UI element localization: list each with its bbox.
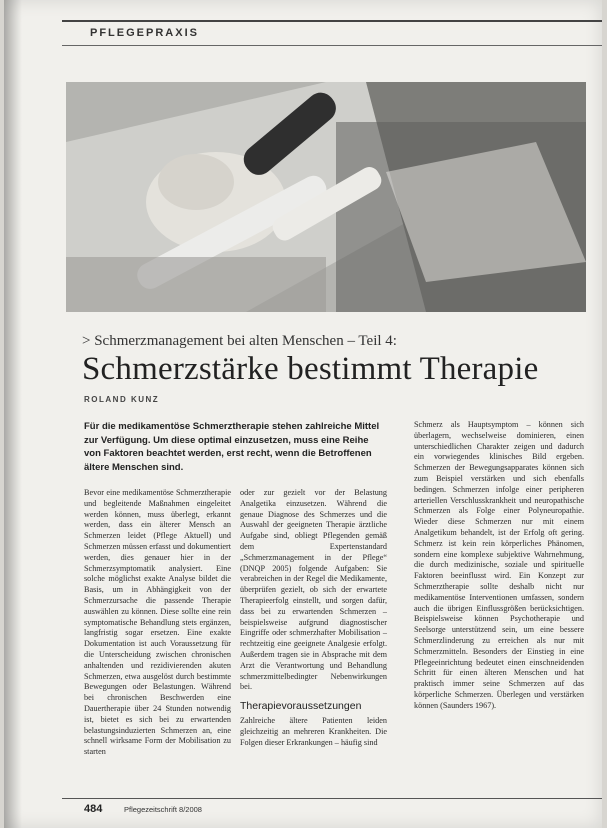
page-fold-shadow (4, 0, 22, 828)
article-photo (66, 82, 586, 312)
article-lead: Für die medikamentöse Schmerztherapie stehen zahlreiche Mittel zur Verfügung. Um diese optimal einzusetzen, muss eine Reihe von Faktoren beachtet werden, erst recht, wenn die Betroffenen ältere Menschen sind. (84, 421, 380, 473)
article-kicker: > Schmerzmanagement bei alten Menschen – Teil 4: (82, 333, 397, 349)
body-column-3: Schmerz als Hauptsymptom – können sich überlagern, wechselweise dominieren, einen unterschiedlichen Charakter zeigen und dadurch ein vorwiegendes klinisches Bild ergeben. Schmerzen der Bewegungsapparates können sich zum Beispiel verstärken und sich ebenfalls bedingen. Schmerzen infolge einer peripheren arteriellen Verschlusskrankheit und neuropathische Schmerzen als Folge einer Polyneuropathie. Wieder diese Schmerzen nur mit einem Analgetikum behandelt, ist der Erfolg oft gering. Schmerz ist kein rein körperliches Phänomen, sondern eine komplexe subjektive Wahrnehmung, die durch medizinische, soziale und spirituelle Faktoren beeinflusst wird. Ein Konzept zur Schmerztherapie sollte deshalb nicht nur medikamentöse Interventionen umfassen, sondern auch die übrigen Einflussgrößen berücksichtigen. Beispielsweise können Psychotherapie und Seelsorge unterstützend sein, um eine bessere Schmerzlinderung zu erreichen als nur mit Schmerzmitteln. Besonders der Einstieg in eine Pflegeeinrichtung bedeutet einen einschneidenden Schritt für einen älteren Menschen und hat praktisch immer seine Schmerzen auf das körperliche Schmerzen. Überlegen und verstärken können (Saunders 1967). (414, 420, 584, 710)
photo-illustration (66, 82, 586, 312)
article-author: ROLAND KUNZ (84, 395, 160, 404)
body-column-1: Bevor eine medikamentöse Schmerztherapie und begleitende Maßnahmen eingeleitet werden können, muss überlegt, erkannt werden, dass ein älterer Mensch an Schmerzen leidet (Pflege Aktuell) und Schmerzen müssen erfasst und dokumentiert werden, dies genauer hier in der Schmerzsymptomatik analysiert. Eine solche möglichst exakte Analyse bildet die Basis, um in Abhängigkeit von der Schmerzursache die passende Therapie auswählen zu können. Diese sollte eine rein symptomatische Behandlung stets ergänzen, langfristig sogar ersetzen. Eine exakte Dokumentation ist auch Voraussetzung für die Unterscheidung zwischen chronischen anhaltenden und rezidivierenden akuten Schmerzen, etwa ausgelöst durch bestimmte Bewegungen oder Belastungen. Während bei chronischen Beschwerden eine Dauertherapie über 24 Stunden notwendig ist, bietet es sich bei zu erwartenden belastungsinduzierten Schmerzen an, eine schnell wirksame Form der Mobilisation zu starten (84, 488, 231, 757)
body-column-2-text: oder zur gezielt vor der Belastung Analgetika einzusetzen. Während die genaue Diagnose des Schmerzes und die Auswahl der geeigneten Therapie ärztliche Aufgabe sind, obliegt Pflegenden gemäß dem Expertenstandard „Schmerzmanagement in der Pflege“ (DNQP 2005) folgende Aufgaben: Sie verabreichen in der Regel die Medikamente, überprüfen gezielt, ob sich der erwartete Therapieerfolg einstellt, und sorgen dafür, dass bei zu erwartenden Schmerzen – beispielsweise aufgrund diagnostischer Eingriffe oder schmerzhafter Mobilisation – rechtzeitig eine geeignete Analgesie erfolgt. Außerdem tragen sie in Absprache mit dem Arzt die Verantwortung und Behandlung schmerzmittelbedingter Nebenwirkungen bei. (240, 488, 387, 692)
section-subhead: Therapievoraussetzungen (240, 700, 362, 713)
running-head (62, 20, 602, 46)
page-number: 484 (84, 803, 103, 815)
body-column-2-continued: Zahlreiche ältere Patienten leiden gleichzeitig an mehreren Krankheiten. Die Folgen dieser Erkrankungen – häufig sind (240, 715, 387, 747)
page-footer (62, 798, 602, 819)
section-label: PFLEGEPRAXIS (90, 27, 199, 39)
article-title: Schmerzstärke bestimmt Therapie (82, 351, 539, 387)
body-column-2 (240, 488, 387, 800)
journal-name: Pflegezeitschrift 8/2008 (124, 805, 202, 814)
magazine-page (4, 0, 602, 828)
